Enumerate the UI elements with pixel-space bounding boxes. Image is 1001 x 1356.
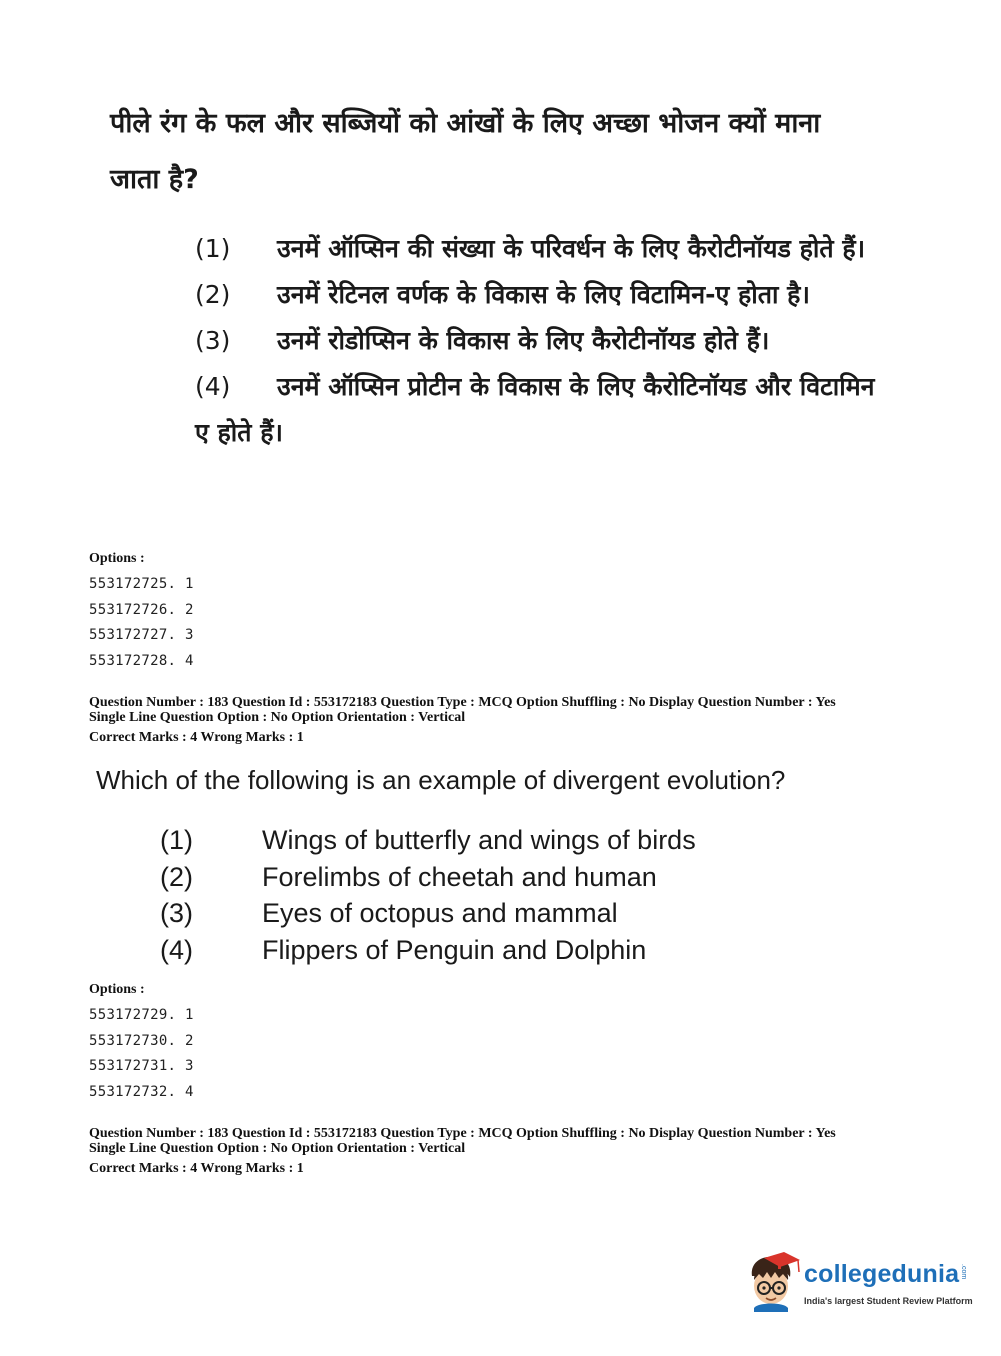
student-mascot-icon: [742, 1250, 802, 1312]
choice-number: (2): [195, 280, 231, 309]
logo-domain-suffix: .com: [960, 1264, 967, 1280]
option-id: 553172727. 3: [89, 627, 194, 643]
question-metadata-2: [89, 1126, 969, 1176]
question-2-choice-3: [160, 895, 810, 932]
choice-number: (1): [195, 234, 231, 263]
option-id: 553172725. 1: [89, 576, 194, 592]
option-id: 553172728. 4: [89, 652, 194, 669]
collegedunia-logo[interactable]: [742, 1246, 972, 1316]
choice-text: उनमें रोडोप्सिन के विकास के लिए कैरोटीनॉयड होते हैं।: [277, 326, 770, 355]
choice-text: Eyes of octopus and mammal: [262, 898, 618, 928]
choice-text: उनमें रेटिनल वर्णक के विकास के लिए विटामिन-ए होता है।: [277, 280, 810, 309]
choice-number: (1): [160, 825, 193, 855]
choice-number: (3): [195, 326, 231, 355]
choice-number: (4): [160, 934, 193, 965]
marks-line: Correct Marks : 4 Wrong Marks : 1: [89, 1161, 304, 1176]
choice-number: (3): [160, 898, 193, 928]
option-id: 553172730. 2: [89, 1032, 194, 1049]
metadata-line: Single Line Question Option : No Option Orientation : Vertical: [89, 1141, 466, 1156]
choice-text: उनमें ऑप्सिन की संख्या के परिवर्धन के लिए कैरोटीनॉयड होते हैं।: [277, 234, 866, 263]
metadata-line: Question Number : 183 Question Id : 553172183 Question Type : MCQ Option Shuffling : No Display Question Number : Yes: [89, 695, 836, 710]
choice-text: Forelimbs of cheetah and human: [262, 861, 657, 892]
question-2-text: Which of the following is an example of divergent evolution?: [96, 765, 786, 795]
option-id: 553172732. 4: [89, 1083, 194, 1100]
question-1-choice-4: [195, 364, 895, 456]
logo-wordmark: collegedunia: [804, 1260, 960, 1288]
option-id: 553172731. 3: [89, 1058, 194, 1074]
choice-text: Wings of butterfly and wings of birds: [262, 825, 696, 855]
question-1-options: [89, 550, 489, 674]
question-1-choices: [195, 226, 895, 456]
metadata-line: Question Number : 183 Question Id : 553172183 Question Type : MCQ Option Shuffling : No Display Question Number : Yes: [89, 1126, 836, 1141]
option-id: 553172729. 1: [89, 1007, 194, 1023]
options-heading: Options :: [89, 551, 145, 566]
choice-text: उनमें ऑप्सिन प्रोटीन के विकास के लिए कैरोटिनॉयड और विटामिन ए होते हैं।: [195, 372, 875, 447]
marks-line: Correct Marks : 4 Wrong Marks : 1: [89, 730, 304, 745]
question-2-options: [89, 981, 489, 1105]
question-2-choices: [160, 822, 810, 968]
choice-number: (2): [160, 861, 193, 892]
options-heading: Options :: [89, 982, 145, 997]
choice-text: Flippers of Penguin and Dolphin: [262, 934, 647, 965]
question-1-choice-3: [195, 318, 895, 364]
choice-number: (4): [195, 372, 231, 401]
question-2-choice-1: [160, 822, 810, 859]
question-1-text: पीले रंग के फल और सब्जियों को आंखों के लिए अच्छा भोजन क्यों माना जाता है?: [110, 108, 821, 195]
logo-tagline: India's largest Student Review Platform: [804, 1296, 973, 1306]
question-1-choice-1: [195, 226, 895, 272]
question-2-choice-4: [160, 932, 810, 969]
question-2-choice-2: [160, 859, 810, 896]
question-1-choice-2: [195, 272, 895, 318]
question-metadata-1: [89, 695, 969, 745]
metadata-line: Single Line Question Option : No Option Orientation : Vertical: [89, 710, 466, 725]
option-id: 553172726. 2: [89, 601, 194, 618]
